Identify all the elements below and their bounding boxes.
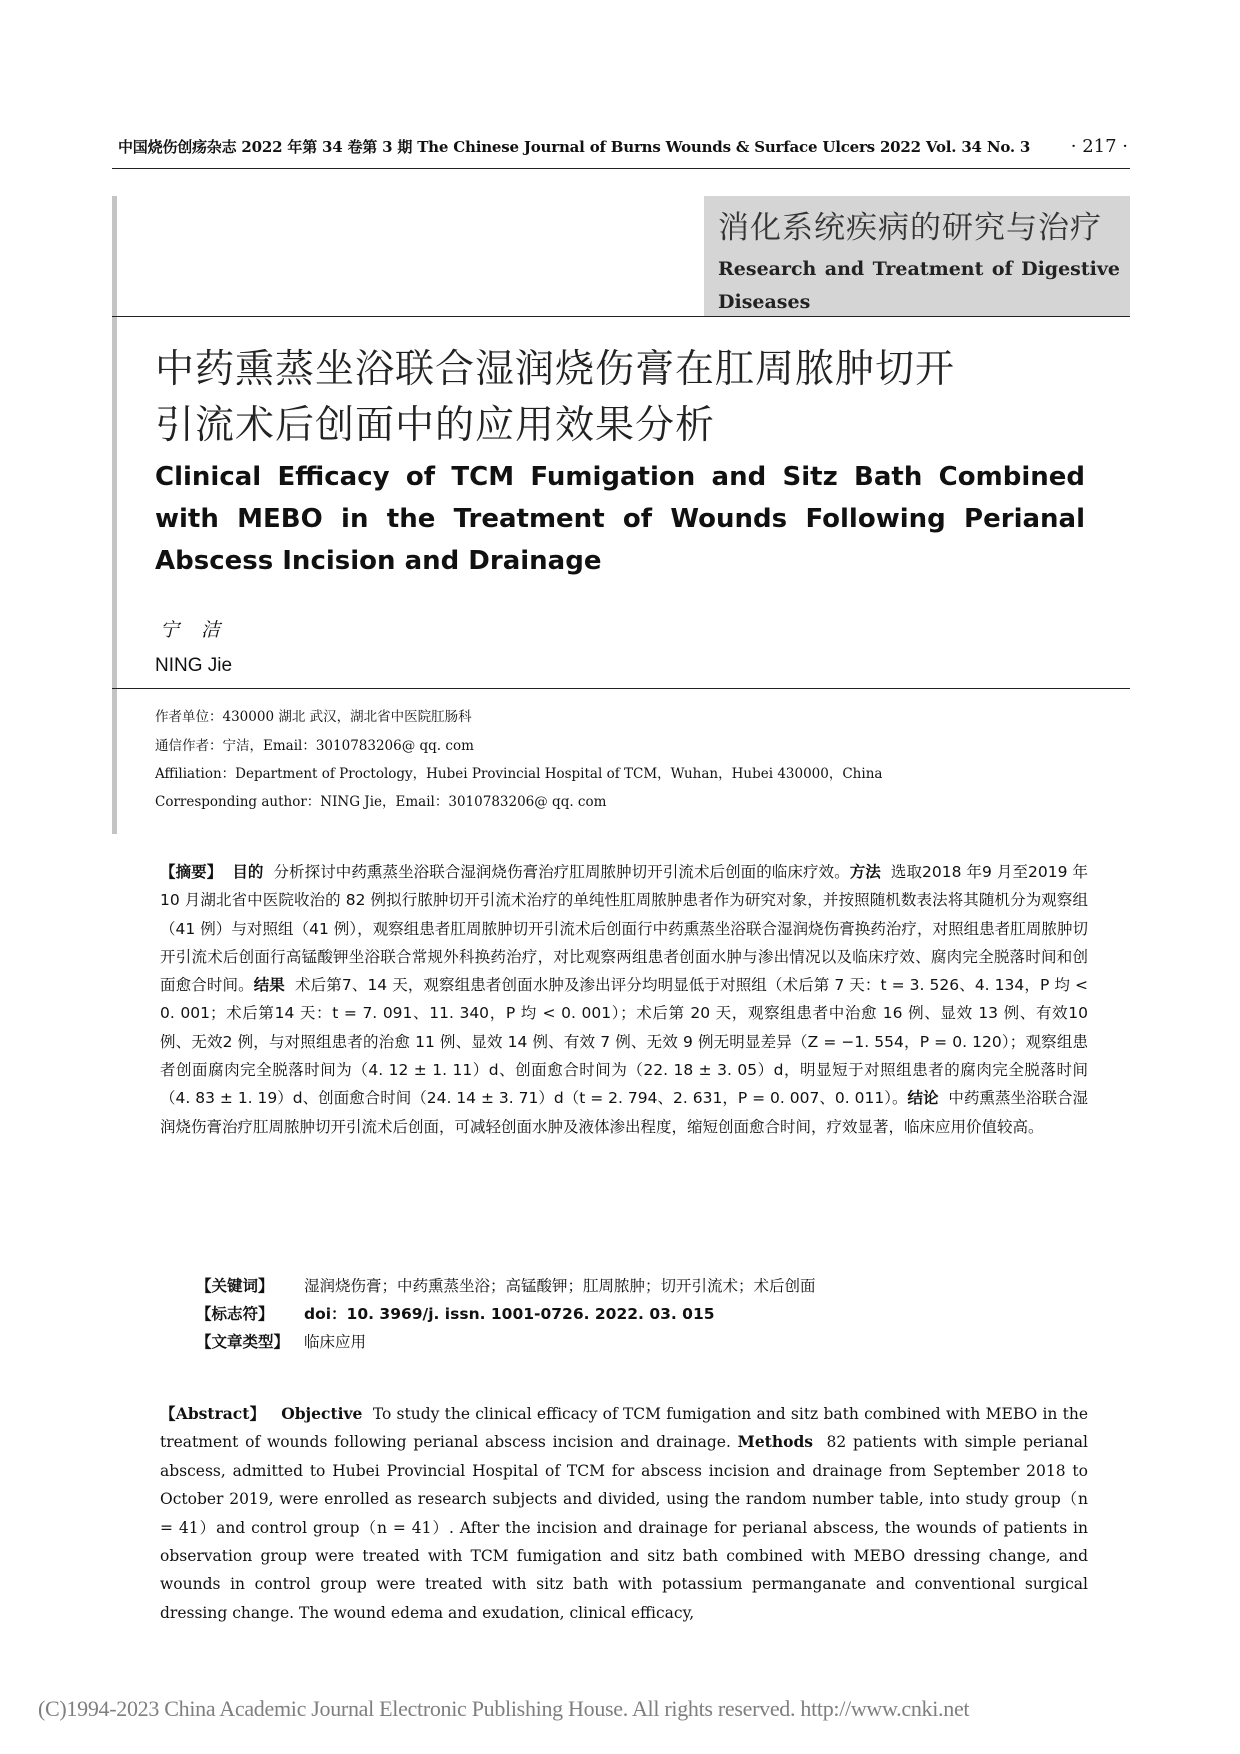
title-en: Clinical Efficacy of TCM Fumigation and Sitz Bath Combined with MEBO in the Treatment of Wounds Following Perianal Abscess Incision and Drainage — [155, 462, 1085, 576]
author-zh: 宁洁 — [160, 619, 243, 641]
objective-label-zh: 目的 — [232, 863, 264, 881]
methods-label-en: Methods — [737, 1432, 814, 1452]
column-tag — [704, 196, 1130, 316]
running-head — [118, 136, 1128, 162]
corresponding-zh: 通信作者：宁洁，Email：3010783206@ qq. com — [155, 738, 474, 754]
conclusion-zh: 中药熏蒸坐浴联合湿润烧伤膏治疗肛周脓肿切开引流术后创面，可减轻创面水肿及液体渗出程度，缩短创面愈合时间，疗效显著，临床应用价值较高。 — [160, 1089, 1088, 1136]
corresponding-en: Corresponding author：NING Jie，Email：3010783206@ qq. com — [155, 794, 607, 810]
page-number: · 217 · — [1070, 136, 1128, 157]
keywords-label: 【关键词】 — [196, 1277, 274, 1295]
doi: doi：10. 3969/j. issn. 1001-0726. 2022. 03. 015 — [304, 1305, 715, 1323]
header-rule — [112, 168, 1130, 169]
results-zh: 术后第7、14 天，观察组患者创面水肿及渗出评分均明显低于对照组（术后第 7 天：t = 3. 526、4. 134，P 均 < 0. 001；术后第14 天：t = 7. 091、11. 340，P 均 < 0. 001）；术后第 20 天，观察组患者中治愈 16 例、显效 13 例、有效10 例、无效2 例，与对照组患者的治愈 11 例、显效 14 例、有效 7 例、无效 9 例无明显差异（Z = −1. 554，P = 0. 120）；观察组患者创面腐肉完全脱落时间为（4. 12 ± 1. 11）d、创面愈合时间为（22. 18 ± 3. 05）d，明显短于对照组患者的腐肉完全脱落时间（4. 83 ± 1. 19）d、创面愈合时间（24. 14 ± 3. 71）d（t = 2. 794、2. 631，P = 0. 007、0. 011）。 — [160, 976, 1088, 1108]
keywords-line — [196, 1272, 816, 1300]
abstract-en-label: 【Abstract】 — [160, 1404, 266, 1423]
side-decoration-bar — [112, 196, 117, 834]
methods-zh: 选取2018 年9 月至2019 年10 月湖北省中医院收治的 82 例拟行脓肿切开引流术治疗的单纯性肛周脓肿患者作为研究对象，并按照随机数表法将其随机分为观察组（41 例）与对照组（41 例），观察组患者肛周脓肿切开引流术后创面行中药熏蒸坐浴联合湿润烧伤膏换药治疗，对照组患者肛周脓肿切开引流术后创面行高锰酸钾坐浴联合常规外科换药治疗，对比观察两组患者创面水肿与渗出情况以及临床疗效、腐肉完全脱落时间和创面愈合时间。 — [160, 863, 1088, 995]
article-type: 临床应用 — [304, 1333, 367, 1351]
author-rule — [112, 688, 1130, 689]
doi-label: 【标志符】 — [196, 1305, 274, 1323]
article-type-label: 【文章类型】 — [196, 1333, 290, 1351]
column-rule — [112, 316, 1130, 317]
objective-zh: 分析探讨中药熏蒸坐浴联合湿润烧伤膏治疗肛周脓肿切开引流术后创面的临床疗效。 — [273, 863, 850, 881]
affiliation-en: Affiliation：Department of Proctology，Hubei Provincial Hospital of TCM，Wuhan，Hubei 430000，China — [155, 766, 883, 782]
abstract-label: 【摘要】 — [160, 863, 223, 881]
title-zh-line1: 中药熏蒸坐浴联合湿润烧伤膏在肛周脓肿切开 — [155, 347, 956, 392]
column-tag-zh: 消化系统疾病的研究与治疗 — [718, 210, 1102, 246]
methods-label-zh: 方法 — [849, 863, 881, 881]
author-en: NING Jie — [155, 655, 233, 676]
abstract-en — [160, 1400, 1088, 1627]
results-label-zh: 结果 — [253, 976, 285, 995]
objective-en: To study the clinical efficacy of TCM fumigation and sitz bath combined with MEBO in the treatment of wounds following perianal abscess incision and drainage. — [160, 1405, 1089, 1452]
methods-en: 82 patients with simple perianal abscess, admitted to Hubei Provincial Hospital of TCM for abscess incision and drainage from September 2018 to October 2019, were enrolled as research subjects and divided, using the random number table, into study group（n = 41）and control group（n = 41）. After the incision and drainage for perianal abscess, the wounds of patients in observation group were treated with TCM fumigation and sitz bath combined with MEBO dressing change, and wounds in control group were treated with sitz bath with potassium permanganate and conventional surgical dressing change. The wound edema and exudation, clinical efficacy, — [160, 1433, 1088, 1622]
objective-label-en: Objective — [281, 1404, 363, 1423]
affiliation-zh: 作者单位：430000 湖北 武汉，湖北省中医院肛肠科 — [155, 709, 472, 725]
article-type-line — [196, 1328, 366, 1356]
doi-line — [196, 1300, 715, 1328]
abstract-zh — [160, 858, 1088, 1141]
title-zh-line2: 引流术后创面中的应用效果分析 — [155, 403, 716, 448]
journal-citation: 中国烧伤创疡杂志 2022 年第 34 卷第 3 期 The Chinese Journal of Burns Wounds & Surface Ulcers 2022 Vol. 34 No. 3 — [118, 138, 1031, 156]
conclusion-label-zh: 结论 — [907, 1089, 939, 1108]
copyright-footer: (C)1994-2023 China Academic Journal Electronic Publishing House. All rights reserved. http://www.cnki.net — [38, 1696, 970, 1721]
column-tag-en: Research and Treatment of Digestive Diseases — [718, 258, 1120, 313]
keywords: 湿润烧伤膏；中药熏蒸坐浴；高锰酸钾；肛周脓肿；切开引流术；术后创面 — [304, 1277, 816, 1295]
title-zh — [155, 342, 1115, 454]
